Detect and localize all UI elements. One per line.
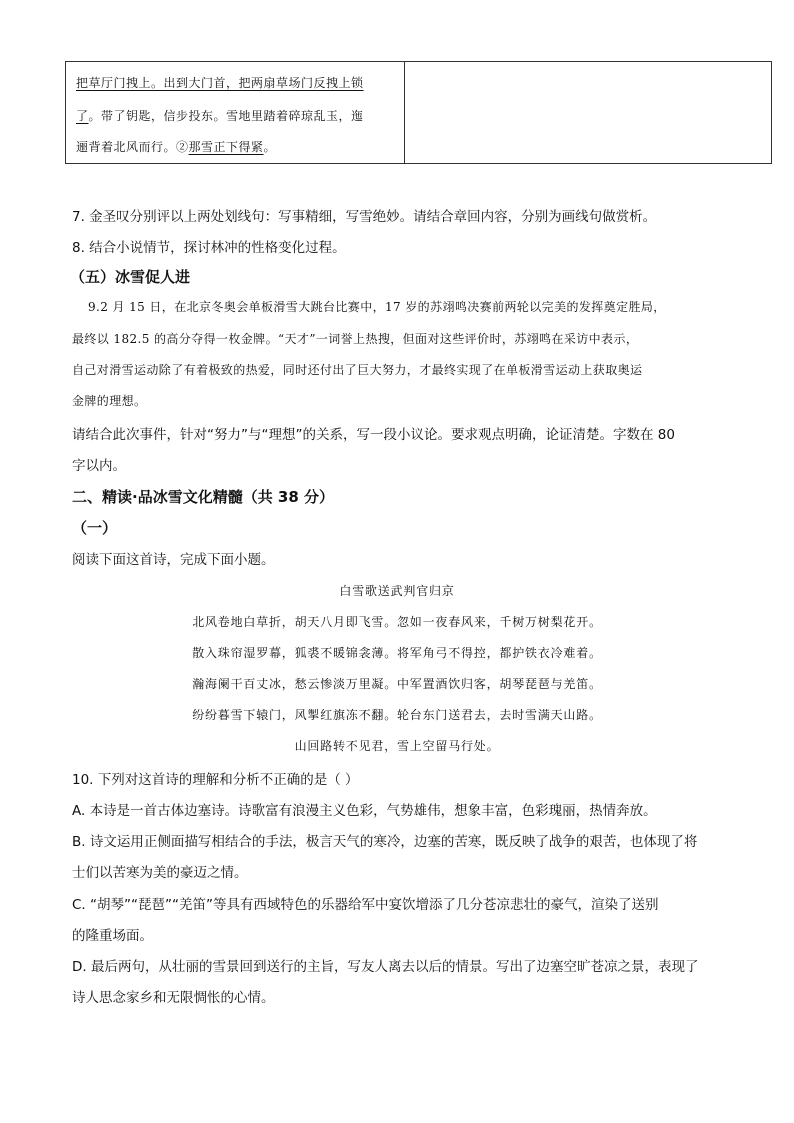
- excerpt-table: [65, 61, 772, 164]
- section-5-para-line: 最终以 182.5 的高分夺得一枚金牌。“天才”一词誉上热搜，但面对这些评价时，苏翊鸣在采访中表示，: [72, 332, 639, 346]
- poem-line: 纷纷暮雪下辕门，风掣红旗冻不翻。轮台东门送君去，去时雪满天山路。: [192, 708, 602, 722]
- underlined-sentence-2: 那雪正下得紧: [188, 140, 264, 154]
- part-2-heading: 二、精读·品冰雪文化精髓（共 38 分）: [72, 488, 335, 506]
- section-5-para-line: 9.2 月 15 日，在北京冬奥会单板滑雪大跳台比赛中，17 岁的苏翊鸣决赛前两轮以完美的发挥奠定胜局，: [88, 300, 666, 314]
- reading-instruction: 阅读下面这首诗，完成下面小题。: [72, 552, 275, 568]
- option-b: B. 诗文运用正侧面描写相结合的手法，极言天气的寒冷，边塞的苦寒，既反映了战争的艰苦，也体现了将: [72, 834, 698, 850]
- section-5-para-line: 金牌的理想。: [72, 394, 147, 408]
- underlined-sentence-1a: 把草厅门拽上。出到大门首，把两扇草场门反拽上锁: [76, 76, 364, 90]
- excerpt-line-1: [76, 74, 398, 91]
- section-5-para-line: 自己对滑雪运动除了有着极致的热爱，同时还付出了巨大努力，才最终实现了在单板滑雪运动上获取奥运: [72, 363, 643, 377]
- excerpt-line-3: [76, 138, 398, 155]
- question-8: 8. 结合小说情节，探讨林冲的性格变化过程。: [72, 240, 346, 256]
- poem-line: 北风卷地白草折，胡天八月即飞雪。忽如一夜春风来，千树万树梨花开。: [192, 615, 602, 629]
- question-7: 7. 金圣叹分别评以上两处划线句：写事精细，写雪绝妙。请结合章回内容，分别为画线句做赏析。: [72, 209, 657, 225]
- part-2-subheading: （一）: [72, 519, 118, 537]
- option-d-cont: 诗人思念家乡和无限惆怅的心情。: [72, 990, 275, 1006]
- poem-title: 白雪歌送武判官归京: [339, 584, 455, 598]
- poem-line: 瀚海阑干百丈冰，愁云惨淡万里凝。中军置酒饮归客，胡琴琵琶与羌笛。: [192, 677, 602, 691]
- underlined-sentence-1b: 了: [76, 109, 89, 123]
- section-5-task: 字以内。: [72, 458, 126, 474]
- excerpt-text: 。带了钥匙，信步投东。雪地里踏着碎琼乱玉，迤: [88, 109, 364, 123]
- section-5-heading: （五）冰雪促人进: [70, 268, 191, 286]
- option-d: D. 最后两句，从壮丽的雪景回到送行的主旨，写友人离去以后的情景。写出了边塞空旷苍凉之景，表现了: [72, 959, 699, 975]
- question-10-stem: 10. 下列对这首诗的理解和分析不正确的是（ ）: [72, 772, 359, 788]
- poem-line: 山回路转不见君，雪上空留马行处。: [294, 739, 500, 753]
- excerpt-line-2: [76, 107, 398, 124]
- table-divider: [404, 62, 405, 163]
- option-b-cont: 士们以苦寒为美的豪迈之情。: [72, 865, 248, 881]
- option-c-cont: 的隆重场面。: [72, 928, 153, 944]
- poem-line: 散入珠帘湿罗幕，狐裘不暖锦衾薄。将军角弓不得控，都护铁衣冷难着。: [192, 646, 602, 660]
- option-c: C. “胡琴”“琵琶”“羌笛”等具有西域特色的乐器给军中宴饮增添了几分苍凉悲壮的豪气，渲染了送别: [72, 897, 659, 913]
- section-5-task: 请结合此次事件，针对“努力”与“理想”的关系，写一段小议论。要求观点明确，论证清楚。字数在 80: [72, 427, 675, 443]
- option-a: A. 本诗是一首古体边塞诗。诗歌富有浪漫主义色彩，气势雄伟，想象丰富，色彩瑰丽，热情奔放。: [72, 803, 657, 819]
- excerpt-text: 逦背着北风而行。②: [76, 140, 189, 154]
- excerpt-text: 。: [263, 140, 277, 154]
